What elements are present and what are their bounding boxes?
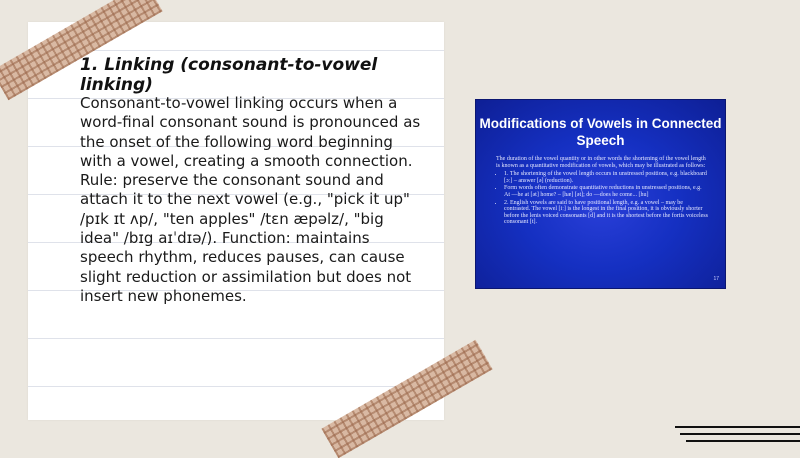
slide-image bbox=[475, 99, 726, 289]
slide-page-number: 17 bbox=[713, 276, 719, 282]
decorative-line bbox=[680, 433, 800, 435]
slide-intro: The duration of the vowel quantity or in other words the shortening of the vowel length is known as a quantitative modification of vowels, which may be illustrated as follows: bbox=[496, 156, 706, 169]
paper-rule bbox=[28, 338, 444, 339]
slide-title: Modifications of Vowels in Connected Speech bbox=[479, 116, 722, 148]
decorative-line bbox=[686, 440, 800, 442]
note-heading: 1. Linking (consonant-to-vowel linking) bbox=[80, 55, 378, 95]
slide-list-item: • 1. The shortening of the vowel length occurs in unstressed positions, e.g. blackboard [ɔː] – answer [ə] (reduction). bbox=[504, 171, 708, 184]
note-body: Consonant-to-vowel linking occurs when a word-final consonant sound is pronounced as the onset of the following word beginning with a vowel, creating a smooth connection. Rule: preserve the consonant sound and attach it to the next vowel (e.g., "pick it up" /pɪk ɪt ʌp/, "ten apples" /tɛn æpəlz/, "big idea" /bɪg aɪˈdɪə/). Function: maintains speech rhythm, reduces pauses, can cause slight reduction or assimilation but does not insert new phonemes. bbox=[80, 94, 421, 305]
decorative-line bbox=[675, 426, 800, 428]
slide-list bbox=[496, 171, 708, 226]
slide-content bbox=[496, 156, 708, 227]
slide-list-item: • Form words often demonstrate quantitative reductions in unstressed positions, e.g. At —he at [ət] home? – [hæ] [ət]; do —does he come... [hu] bbox=[504, 185, 708, 198]
slide-list-item: • 2. English vowels are said to have positional length, e.g. a vowel – may be contrasted. The vowel [iː] is the longest in the final position, it is obviously shorter before the lenis voiced consonants [d] and it is the shortest before the fortis voiceless consonant [t]. bbox=[504, 200, 708, 226]
paper-rule bbox=[28, 386, 444, 387]
